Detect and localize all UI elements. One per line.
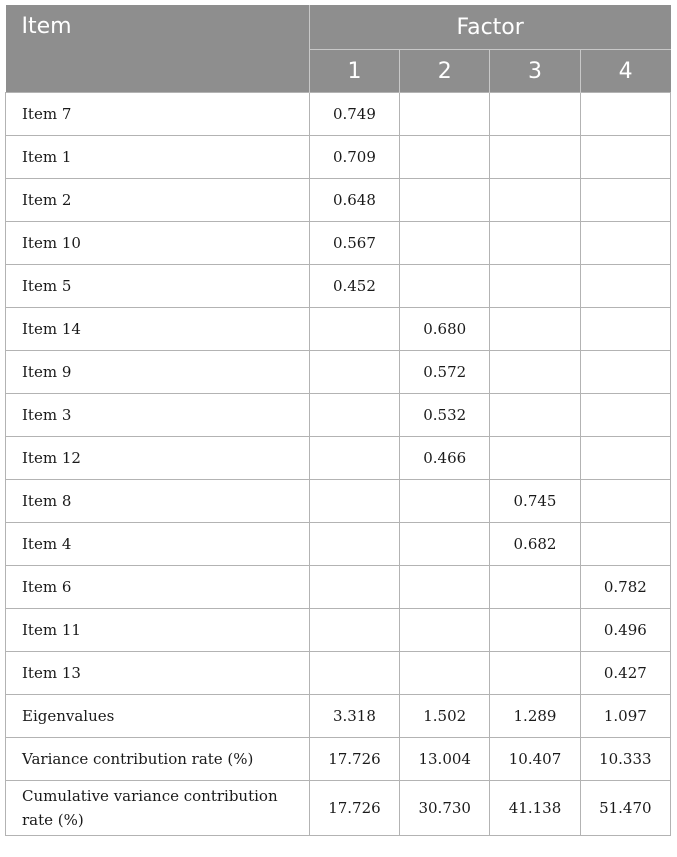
row-label: Cumulative variance contribution rate (%): [6, 781, 310, 836]
factor-1-cell: [309, 609, 399, 652]
factor-1-cell: 0.648: [309, 179, 399, 222]
table-row: [6, 93, 671, 136]
factor-3-cell: 0.745: [490, 480, 580, 523]
item-column-header: Item: [6, 5, 310, 93]
factor-1-cell: 17.726: [309, 781, 399, 836]
factor-3-cell: [490, 308, 580, 351]
table-row: [6, 179, 671, 222]
factor-3-cell: [490, 265, 580, 308]
factor-2-cell: [400, 265, 490, 308]
factor-4-cell: 51.470: [580, 781, 670, 836]
factor-loadings-table: [5, 5, 671, 836]
factor-4-cell: 10.333: [580, 738, 670, 781]
row-label: Item 4: [6, 523, 310, 566]
factor-4-cell: [580, 308, 670, 351]
factor-1-cell: [309, 566, 399, 609]
table-row: [6, 652, 671, 695]
factor-1-cell: [309, 351, 399, 394]
factor-3-header: 3: [490, 50, 580, 93]
factor-4-cell: [580, 437, 670, 480]
factor-column-header: Factor: [309, 5, 670, 50]
row-label: Eigenvalues: [6, 695, 310, 738]
factor-1-cell: [309, 437, 399, 480]
table-header: [6, 5, 671, 93]
row-label: Item 14: [6, 308, 310, 351]
factor-4-cell: [580, 480, 670, 523]
factor-1-cell: 3.318: [309, 695, 399, 738]
factor-4-cell: [580, 523, 670, 566]
factor-2-cell: [400, 523, 490, 566]
table-row: [6, 308, 671, 351]
row-label: Item 12: [6, 437, 310, 480]
table-row: [6, 351, 671, 394]
row-label: Item 3: [6, 394, 310, 437]
factor-2-cell: 30.730: [400, 781, 490, 836]
factor-4-cell: [580, 265, 670, 308]
factor-4-cell: [580, 222, 670, 265]
row-label: Item 10: [6, 222, 310, 265]
row-label: Item 8: [6, 480, 310, 523]
factor-2-cell: [400, 609, 490, 652]
factor-4-cell: [580, 93, 670, 136]
factor-3-cell: [490, 652, 580, 695]
row-label: Item 5: [6, 265, 310, 308]
table-row: [6, 394, 671, 437]
factor-2-cell: [400, 136, 490, 179]
factor-4-cell: 1.097: [580, 695, 670, 738]
factor-2-cell: 0.572: [400, 351, 490, 394]
factor-4-cell: [580, 351, 670, 394]
factor-3-cell: 41.138: [490, 781, 580, 836]
factor-2-header: 2: [400, 50, 490, 93]
factor-1-cell: [309, 394, 399, 437]
factor-2-cell: 13.004: [400, 738, 490, 781]
table-row: [6, 609, 671, 652]
factor-4-cell: 0.427: [580, 652, 670, 695]
row-label: Item 13: [6, 652, 310, 695]
factor-2-cell: [400, 93, 490, 136]
row-label: Item 2: [6, 179, 310, 222]
table-row: [6, 480, 671, 523]
table-row: [6, 738, 671, 781]
factor-4-header: 4: [580, 50, 670, 93]
factor-2-cell: [400, 222, 490, 265]
factor-3-cell: [490, 394, 580, 437]
factor-3-cell: 1.289: [490, 695, 580, 738]
factor-1-header: 1: [309, 50, 399, 93]
row-label: Item 6: [6, 566, 310, 609]
table-row: [6, 222, 671, 265]
factor-3-cell: [490, 179, 580, 222]
factor-3-cell: [490, 609, 580, 652]
table-row: [6, 781, 671, 836]
factor-1-cell: 0.709: [309, 136, 399, 179]
row-label: Item 9: [6, 351, 310, 394]
factor-2-cell: [400, 179, 490, 222]
factor-4-cell: 0.782: [580, 566, 670, 609]
factor-4-cell: [580, 136, 670, 179]
row-label: Variance contribution rate (%): [6, 738, 310, 781]
table-row: [6, 265, 671, 308]
row-label: Item 1: [6, 136, 310, 179]
factor-3-cell: [490, 437, 580, 480]
factor-4-cell: 0.496: [580, 609, 670, 652]
row-label: Item 11: [6, 609, 310, 652]
factor-2-cell: 0.532: [400, 394, 490, 437]
factor-3-cell: [490, 222, 580, 265]
factor-2-cell: [400, 566, 490, 609]
factor-4-cell: [580, 179, 670, 222]
table-row: [6, 695, 671, 738]
table-row: [6, 437, 671, 480]
table-row: [6, 566, 671, 609]
factor-2-cell: 1.502: [400, 695, 490, 738]
factor-3-cell: [490, 566, 580, 609]
table-body: [6, 93, 671, 836]
factor-3-cell: 0.682: [490, 523, 580, 566]
factor-3-cell: [490, 351, 580, 394]
factor-1-cell: 17.726: [309, 738, 399, 781]
factor-1-cell: [309, 308, 399, 351]
factor-1-cell: [309, 523, 399, 566]
factor-3-cell: [490, 93, 580, 136]
factor-2-cell: 0.466: [400, 437, 490, 480]
factor-3-cell: [490, 136, 580, 179]
factor-1-cell: 0.749: [309, 93, 399, 136]
factor-1-cell: 0.567: [309, 222, 399, 265]
factor-2-cell: 0.680: [400, 308, 490, 351]
factor-1-cell: [309, 480, 399, 523]
factor-4-cell: [580, 394, 670, 437]
factor-2-cell: [400, 652, 490, 695]
row-label: Item 7: [6, 93, 310, 136]
table-row: [6, 136, 671, 179]
factor-3-cell: 10.407: [490, 738, 580, 781]
factor-1-cell: [309, 652, 399, 695]
factor-1-cell: 0.452: [309, 265, 399, 308]
factor-2-cell: [400, 480, 490, 523]
table-row: [6, 523, 671, 566]
